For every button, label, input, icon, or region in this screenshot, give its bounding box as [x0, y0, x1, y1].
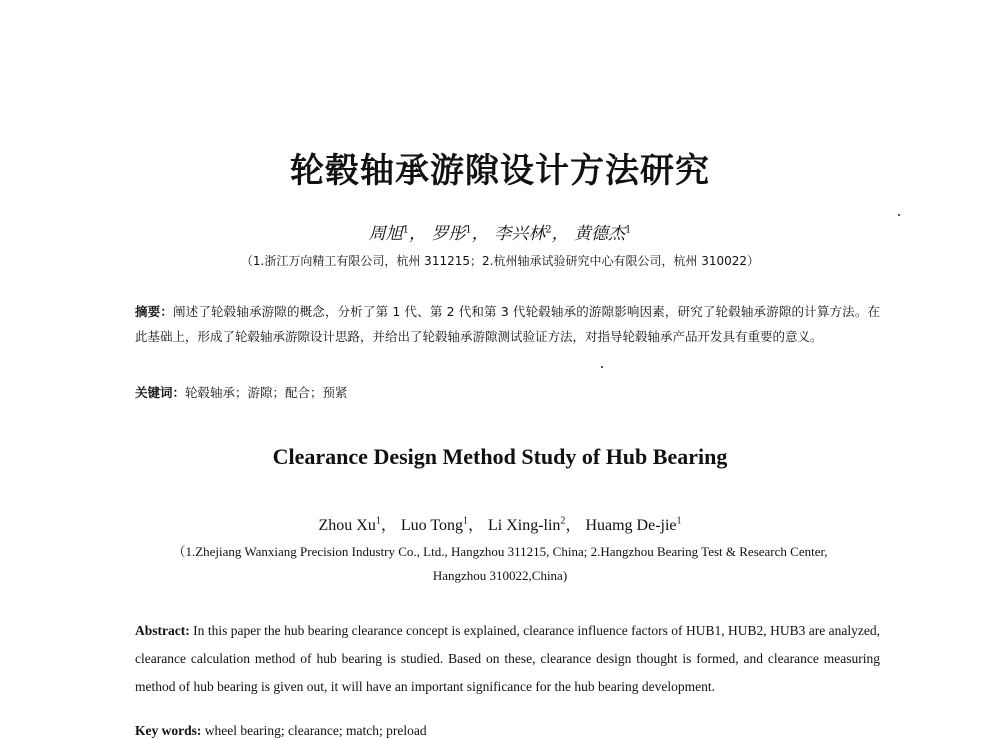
chinese-abstract-label: 摘要：	[135, 304, 173, 319]
author-separator: ，	[409, 224, 427, 244]
author-separator: ，	[471, 224, 489, 244]
chinese-abstract-text: 阐述了轮毂轴承游隙的概念，分析了第 1 代、第 2 代和第 3 代轮毂轴承的游隙影响因素，研究了轮毂轴承游隙的计算方法。在此基础上，形成了轮毂轴承游隙设计思路，并给出了轮毂轴承游隙测试验证方法，对指导轮毂轴承产品开发具有重要的意义。	[135, 304, 880, 344]
author-name: Li Xing-lin	[487, 517, 561, 534]
english-authors	[0, 512, 1000, 535]
english-abstract-text: In this paper the hub bearing clearance concept is explained, clearance influence factors of HUB1, HUB2, HUB3 are analyzed, clearance calculation method of hub bearing is studied. Based on these, clearance design thought is formed, and clearance measuring method of hub bearing is given out, it will have an important significance for the hub bearing development.	[135, 623, 881, 694]
author-affil-mark: 1	[462, 515, 468, 527]
author-affil-mark: 1	[676, 515, 682, 527]
author-name: Huamg De-jie	[585, 517, 677, 534]
chinese-affiliation: （1.浙江万向精工有限公司，杭州 311215；2.杭州轴承试验研究中心有限公司，杭州 310022）	[240, 254, 760, 268]
author-separator: ，	[380, 517, 397, 534]
english-affiliation	[0, 540, 1000, 588]
author-affil-mark: 1	[624, 224, 632, 236]
author-name: 周旭	[368, 224, 403, 244]
chinese-authors	[0, 219, 1000, 244]
author-name: 罗彤	[431, 224, 466, 244]
author-affil-mark: 1	[375, 515, 381, 527]
author-separator: ，	[565, 517, 582, 534]
author-affil-mark: 1	[465, 224, 472, 236]
english-abstract-label: Abstract:	[135, 623, 190, 638]
chinese-keywords-label: 关键词：	[135, 385, 186, 400]
english-affiliation-line: Hangzhou 310022,China)	[432, 568, 568, 583]
author-name: Zhou Xu	[318, 517, 376, 534]
author-separator: ，	[467, 517, 484, 534]
english-keywords-text: wheel bearing; clearance; match; preload	[204, 723, 427, 738]
chinese-abstract	[135, 300, 880, 349]
scan-speck	[898, 214, 900, 216]
author-affil-mark: 2	[560, 515, 566, 527]
english-affiliation-line: （1.Zhejiang Wanxiang Precision Industry Co., Ltd., Hangzhou 311215, China; 2.Hangzhou Bearing Test & Research Center,	[172, 544, 828, 559]
english-keywords-label: Key words:	[135, 723, 202, 738]
author-affil-mark: 2	[545, 224, 552, 236]
author-name: 黄德杰	[573, 224, 625, 244]
author-separator: ，	[551, 224, 569, 244]
author-name: 李兴林	[494, 224, 546, 244]
chinese-keywords-text: 轮毂轴承；游隙；配合；预紧	[185, 385, 348, 400]
english-abstract	[135, 617, 880, 701]
chinese-keywords	[135, 383, 880, 401]
english-keywords	[135, 723, 880, 739]
english-title: Clearance Design Method Study of Hub Bearing	[272, 444, 728, 469]
scan-speck	[601, 366, 603, 368]
author-name: Luo Tong	[400, 517, 463, 534]
chinese-title: 轮毂轴承游隙设计方法研究	[290, 151, 710, 191]
author-affil-mark: 1	[402, 224, 410, 236]
